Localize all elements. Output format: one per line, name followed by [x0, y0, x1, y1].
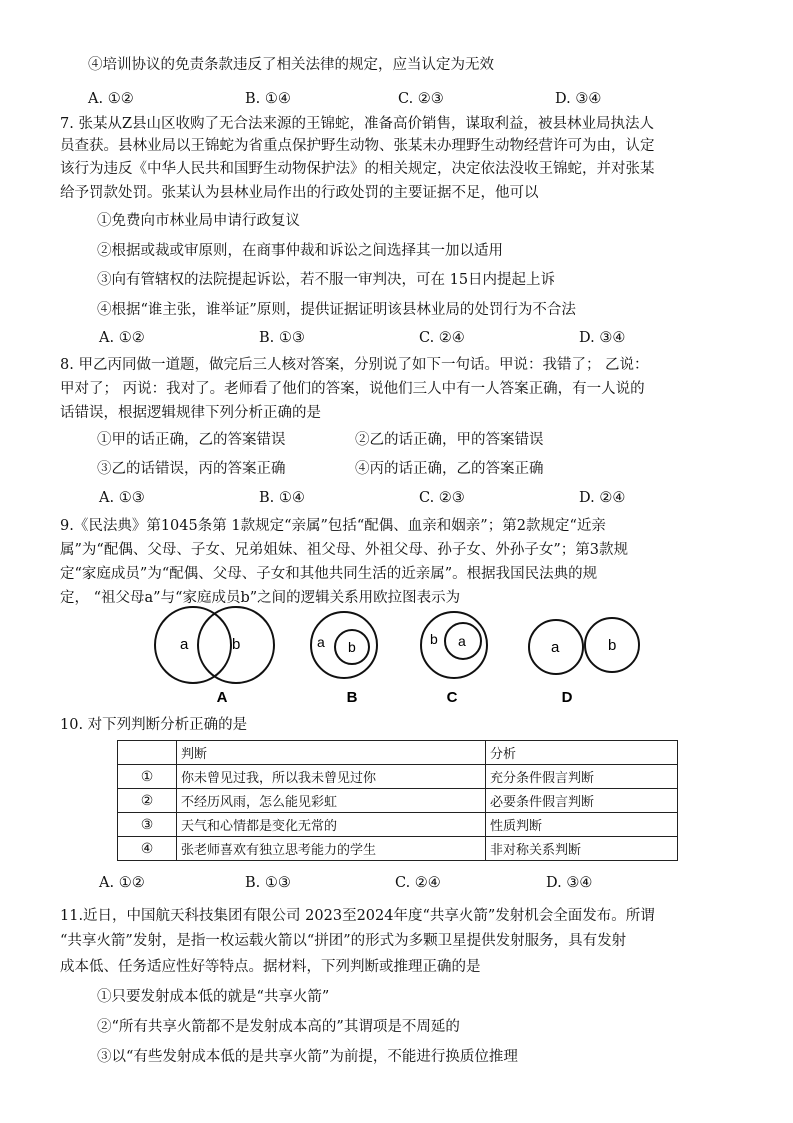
q7-option-b[interactable]: B. ①③: [259, 330, 305, 346]
judgement-cell: 不经历风雨，怎么能见彩虹: [177, 789, 486, 813]
q6-option-a[interactable]: A. ①②: [88, 91, 134, 107]
q7-option-a[interactable]: A. ①②: [99, 330, 145, 346]
set-a-label: a: [458, 633, 466, 649]
q10-stem: 10. 对下列判断分析正确的是: [60, 717, 248, 733]
judgement-cell: 天气和心情都是变化无常的: [177, 813, 486, 837]
analysis-cell: 充分条件假言判断: [486, 765, 678, 789]
table-header-cell: 分析: [486, 741, 678, 765]
euler-diagram-d[interactable]: [529, 618, 639, 706]
row-number: ③: [118, 813, 177, 837]
table-header-row: [118, 741, 678, 765]
q8-item-3: ③乙的话错误，丙的答案正确: [97, 461, 286, 477]
q11-item-1: ①只要发射成本低的就是“共享火箭”: [97, 989, 330, 1005]
q8-item-2: ②乙的话正确，甲的答案错误: [355, 432, 544, 448]
q6-option-b[interactable]: B. ①④: [245, 91, 291, 107]
q8-item-4: ④丙的话正确，乙的答案正确: [355, 461, 544, 477]
q9-stem-line: 定“家庭成员”为“配偶、父母、子女和其他共同生活的近亲属”。根据我国民法典的规: [60, 566, 598, 582]
q10-option-a[interactable]: A. ①②: [99, 875, 145, 891]
set-b-label: b: [430, 631, 438, 647]
set-b-label: b: [348, 639, 356, 655]
q8-stem-line: 8. 甲乙丙同做一道题，做完后三人核对答案，分别说了如下一句话。甲说：我错了； 乙说：: [60, 357, 649, 373]
diagram-label-c: C: [446, 689, 458, 706]
analysis-cell: 必要条件假言判断: [486, 789, 678, 813]
judgement-table: [117, 740, 678, 861]
q10-option-b[interactable]: B. ①③: [245, 875, 291, 891]
q7-stem-line: 给予罚款处罚。张某认为县林业局作出的行政处罚的主要证据不足，他可以: [60, 185, 539, 201]
table-row: [118, 765, 678, 789]
diagram-label-d: D: [561, 689, 573, 706]
q7-stem-line: 员查获。县林业局以王锦蛇为省重点保护野生动物、张某未办理野生动物经营许可为由，认定: [60, 138, 655, 154]
row-number: ④: [118, 837, 177, 861]
row-number: ②: [118, 789, 177, 813]
q7-stem-line: 该行为违反《中华人民共和国野生动物保护法》的相关规定，决定依法没收王锦蛇，并对张某: [60, 161, 655, 177]
q6-option-c[interactable]: C. ②③: [398, 91, 444, 107]
euler-diagram-b[interactable]: [311, 612, 377, 706]
table-header-cell: [118, 741, 177, 765]
set-a-label: a: [180, 636, 189, 653]
q9-stem-line: 属”为“配偶、父母、子女、兄弟姐妹、祖父母、外祖父母、孙子女、外孙子女”；第3款规: [60, 542, 628, 558]
judgement-cell: 你未曾见过我，所以我未曾见过你: [177, 765, 486, 789]
set-a-label: a: [551, 639, 560, 656]
euler-diagram-a[interactable]: [155, 607, 274, 706]
q7-item-4: ④根据“谁主张，谁举证”原则，提供证据证明该县林业局的处罚行为不合法: [97, 302, 576, 318]
q8-option-a[interactable]: A. ①③: [99, 490, 145, 506]
analysis-cell: 非对称关系判断: [486, 837, 678, 861]
set-a-label: a: [317, 634, 325, 650]
set-b-label: b: [608, 637, 617, 654]
analysis-cell: 性质判断: [486, 813, 678, 837]
q8-option-d[interactable]: D. ②④: [579, 490, 626, 506]
set-a-circle: [155, 607, 231, 683]
table-header-cell: 判断: [177, 741, 486, 765]
q6-item-4: ④培训协议的免责条款违反了相关法律的规定，应当认定为无效: [88, 57, 494, 73]
q10-option-d[interactable]: D. ③④: [546, 875, 593, 891]
q11-item-2: ②“所有共享火箭都不是发射成本高的”其谓项是不周延的: [97, 1019, 460, 1035]
q7-item-2: ②根据或裁或审原则，在商事仲裁和诉讼之间选择其一加以适用: [97, 243, 503, 259]
q11-stem-line: “共享火箭”发射，是指一枚运载火箭以“拼团”的形式为多颗卫星提供发射服务，具有发射: [60, 933, 627, 949]
euler-diagrams: [0, 605, 793, 715]
table-row: [118, 813, 678, 837]
q7-item-1: ①免费向市林业局申请行政复议: [97, 213, 300, 229]
q9-stem-line: 9.《民法典》第1045条第 1款规定“亲属”包括“配偶、血亲和姻亲”；第2款规定“近亲: [60, 518, 606, 534]
euler-diagram-c[interactable]: [421, 612, 487, 706]
judgement-cell: 张老师喜欢有独立思考能力的学生: [177, 837, 486, 861]
q8-stem-line: 甲对了； 丙说：我对了。老师看了他们的答案，说他们三人中有一人答案正确，有一人说的: [60, 381, 645, 397]
q7-option-d[interactable]: D. ③④: [579, 330, 626, 346]
q11-stem-line: 成本低、任务适应性好等特点。据材料，下列判断或推理正确的是: [60, 959, 481, 975]
q8-item-1: ①甲的话正确，乙的答案错误: [97, 432, 286, 448]
table-row: [118, 789, 678, 813]
q8-option-b[interactable]: B. ①④: [259, 490, 305, 506]
q7-item-3: ③向有管辖权的法院提起诉讼，若不服一审判决，可在 15日内提起上诉: [97, 272, 556, 288]
q6-option-d[interactable]: D. ③④: [555, 91, 602, 107]
q7-option-c[interactable]: C. ②④: [419, 330, 465, 346]
set-b-label: b: [232, 636, 241, 653]
q10-option-c[interactable]: C. ②④: [395, 875, 441, 891]
q8-stem-line: 话错误，根据逻辑规律下列分析正确的是: [60, 405, 321, 421]
q8-option-c[interactable]: C. ②③: [419, 490, 465, 506]
row-number: ①: [118, 765, 177, 789]
q11-item-3: ③以“有些发射成本低的是共享火箭”为前提，不能进行换质位推理: [97, 1049, 518, 1065]
diagram-label-b: B: [346, 689, 358, 706]
q9-stem-line: 定， “祖父母a”与“家庭成员b”之间的逻辑关系用欧拉图表示为: [60, 590, 461, 606]
table-row: [118, 837, 678, 861]
diagram-label-a: A: [216, 689, 228, 706]
q11-stem-line: 11.近日，中国航天科技集团有限公司 2023至2024年度“共享火箭”发射机会全面发布。所谓: [60, 908, 655, 924]
q7-stem-line: 7. 张某从Z县山区收购了无合法来源的王锦蛇，准备高价销售，谋取利益，被县林业局执法人: [60, 116, 655, 132]
